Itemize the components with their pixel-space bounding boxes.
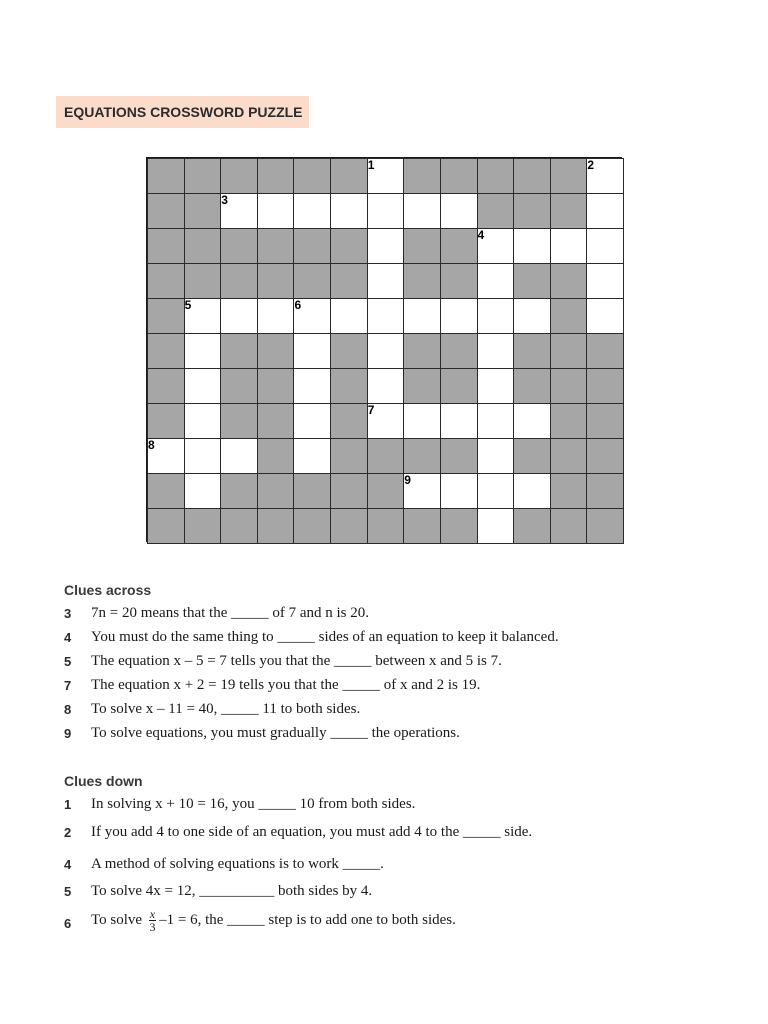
grid-cell-blocked bbox=[220, 333, 258, 369]
grid-cell[interactable] bbox=[184, 438, 222, 474]
clue-text-pre: To solve bbox=[91, 911, 143, 928]
grid-cell-blocked bbox=[293, 228, 331, 264]
grid-cell-blocked bbox=[477, 193, 515, 229]
grid-cell-blocked bbox=[367, 508, 405, 544]
grid-cell[interactable] bbox=[477, 508, 515, 544]
grid-cell-blocked bbox=[586, 508, 624, 544]
grid-cell-blocked bbox=[403, 368, 441, 404]
grid-cell-blocked bbox=[550, 193, 588, 229]
grid-cell-blocked bbox=[550, 473, 588, 509]
fraction-numerator: x bbox=[149, 907, 156, 921]
grid-clue-number: 4 bbox=[477, 228, 485, 242]
clue-text: To solve x – 11 = 40, _____ 11 to both sides. bbox=[91, 701, 361, 717]
grid-cell-blocked bbox=[367, 438, 405, 474]
grid-cell-blocked bbox=[403, 158, 441, 194]
clue-text: The equation x + 2 = 19 tells you that the _____ of x and 2 is 19. bbox=[91, 677, 481, 693]
clue-text-post: –1 = 6, the _____ step is to add one to both sides. bbox=[159, 911, 456, 928]
grid-cell-blocked bbox=[330, 158, 368, 194]
grid-clue-number: 1 bbox=[367, 158, 375, 172]
grid-cell[interactable] bbox=[257, 298, 295, 334]
grid-cell-blocked bbox=[403, 263, 441, 299]
grid-cell-blocked bbox=[220, 403, 258, 439]
grid-cell-blocked bbox=[147, 298, 185, 334]
grid-cell[interactable] bbox=[184, 473, 222, 509]
grid-cell-blocked bbox=[550, 263, 588, 299]
grid-cell[interactable] bbox=[184, 368, 222, 404]
grid-cell[interactable] bbox=[403, 193, 441, 229]
grid-cell[interactable] bbox=[293, 403, 331, 439]
grid-cell[interactable] bbox=[367, 263, 405, 299]
grid-clue-number: 8 bbox=[148, 438, 155, 452]
grid-cell-blocked bbox=[586, 473, 624, 509]
grid-cell-blocked bbox=[220, 508, 258, 544]
grid-cell[interactable] bbox=[440, 193, 478, 229]
grid-cell-blocked bbox=[293, 263, 331, 299]
grid-cell[interactable] bbox=[586, 298, 624, 334]
grid-clue-number: 5 bbox=[184, 298, 192, 312]
grid-cell-blocked bbox=[330, 228, 368, 264]
clue-number: 8 bbox=[64, 702, 72, 717]
grid-cell[interactable] bbox=[293, 438, 331, 474]
fraction-denominator: 3 bbox=[149, 920, 156, 934]
clue-text: 7n = 20 means that the _____ of 7 and n is 20. bbox=[91, 605, 370, 621]
grid-cell[interactable] bbox=[477, 333, 515, 369]
grid-cell-blocked bbox=[550, 298, 588, 334]
grid-cell-blocked bbox=[184, 228, 222, 264]
grid-cell-blocked bbox=[586, 403, 624, 439]
grid-cell[interactable] bbox=[477, 403, 515, 439]
grid-cell-blocked bbox=[184, 508, 222, 544]
grid-cell-blocked bbox=[147, 473, 185, 509]
clue-number: 9 bbox=[64, 726, 72, 741]
grid-cell[interactable] bbox=[477, 263, 515, 299]
clue-number: 4 bbox=[64, 857, 72, 872]
clue-text: A method of solving equations is to work _____. bbox=[91, 856, 384, 872]
clue-number: 2 bbox=[64, 825, 72, 840]
grid-cell-blocked bbox=[257, 473, 295, 509]
grid-cell[interactable] bbox=[586, 263, 624, 299]
clue-number: 4 bbox=[64, 630, 72, 645]
grid-cell-blocked bbox=[257, 368, 295, 404]
grid-cell-blocked bbox=[220, 368, 258, 404]
clue-text: To solve 4x = 12, __________ both sides by 4. bbox=[91, 883, 373, 899]
grid-cell[interactable] bbox=[440, 473, 478, 509]
grid-cell-blocked bbox=[550, 333, 588, 369]
grid-cell-blocked bbox=[184, 193, 222, 229]
grid-cell-blocked bbox=[330, 438, 368, 474]
grid-cell-blocked bbox=[147, 263, 185, 299]
grid-cell[interactable] bbox=[367, 333, 405, 369]
grid-cell-blocked bbox=[147, 333, 185, 369]
grid-cell[interactable] bbox=[477, 368, 515, 404]
grid-cell[interactable] bbox=[220, 438, 258, 474]
grid-cell[interactable] bbox=[586, 228, 624, 264]
grid-cell-blocked bbox=[513, 158, 551, 194]
grid-cell-blocked bbox=[257, 508, 295, 544]
grid-cell-blocked bbox=[403, 228, 441, 264]
grid-cell[interactable] bbox=[220, 298, 258, 334]
grid-cell-blocked bbox=[220, 473, 258, 509]
grid-cell[interactable] bbox=[330, 193, 368, 229]
clue-text: If you add 4 to one side of an equation, you must add 4 to the _____ side. bbox=[91, 824, 533, 840]
crossword-grid bbox=[146, 157, 622, 542]
grid-cell-blocked bbox=[550, 508, 588, 544]
grid-cell-blocked bbox=[513, 508, 551, 544]
grid-cell-blocked bbox=[550, 368, 588, 404]
grid-cell-blocked bbox=[367, 473, 405, 509]
grid-cell-blocked bbox=[147, 228, 185, 264]
grid-cell[interactable] bbox=[477, 473, 515, 509]
grid-cell-blocked bbox=[513, 193, 551, 229]
clue-number: 1 bbox=[64, 797, 72, 812]
grid-cell-blocked bbox=[513, 333, 551, 369]
grid-clue-number: 6 bbox=[294, 298, 302, 312]
grid-cell[interactable] bbox=[403, 298, 441, 334]
grid-cell-blocked bbox=[257, 333, 295, 369]
grid-cell-blocked bbox=[440, 368, 478, 404]
grid-cell-blocked bbox=[550, 438, 588, 474]
grid-cell-blocked bbox=[147, 508, 185, 544]
grid-cell-blocked bbox=[403, 438, 441, 474]
grid-cell-blocked bbox=[330, 508, 368, 544]
grid-cell-blocked bbox=[550, 158, 588, 194]
grid-cell[interactable] bbox=[257, 193, 295, 229]
grid-cell-blocked bbox=[293, 508, 331, 544]
grid-cell-blocked bbox=[293, 473, 331, 509]
grid-cell-blocked bbox=[257, 403, 295, 439]
clue-number: 5 bbox=[64, 654, 72, 669]
grid-cell[interactable] bbox=[513, 298, 551, 334]
grid-cell-blocked bbox=[403, 508, 441, 544]
clue-text: You must do the same thing to _____ sides of an equation to keep it balanced. bbox=[91, 629, 559, 645]
grid-cell-blocked bbox=[586, 333, 624, 369]
grid-cell[interactable] bbox=[477, 438, 515, 474]
grid-cell-blocked bbox=[586, 438, 624, 474]
grid-cell-blocked bbox=[440, 158, 478, 194]
grid-cell[interactable] bbox=[184, 403, 222, 439]
grid-cell[interactable] bbox=[184, 333, 222, 369]
grid-cell-blocked bbox=[586, 368, 624, 404]
grid-cell[interactable] bbox=[367, 298, 405, 334]
grid-cell-blocked bbox=[513, 438, 551, 474]
grid-cell-blocked bbox=[440, 438, 478, 474]
grid-cell-blocked bbox=[220, 263, 258, 299]
grid-cell[interactable] bbox=[367, 193, 405, 229]
grid-cell[interactable] bbox=[367, 368, 405, 404]
grid-cell-blocked bbox=[147, 158, 185, 194]
grid-clue-number: 3 bbox=[221, 193, 228, 207]
grid-cell-blocked bbox=[477, 158, 515, 194]
grid-cell-blocked bbox=[184, 158, 222, 194]
grid-cell-blocked bbox=[403, 333, 441, 369]
grid-clue-number: 9 bbox=[404, 473, 411, 487]
clue-text: The equation x – 5 = 7 tells you that the _____ between x and 5 is 7. bbox=[91, 653, 502, 669]
grid-cell-blocked bbox=[220, 228, 258, 264]
grid-cell[interactable] bbox=[440, 298, 478, 334]
grid-cell-blocked bbox=[147, 193, 185, 229]
grid-cell[interactable] bbox=[513, 228, 551, 264]
clue-text bbox=[91, 908, 456, 933]
grid-cell-blocked bbox=[257, 158, 295, 194]
grid-cell[interactable] bbox=[440, 403, 478, 439]
grid-cell-blocked bbox=[257, 228, 295, 264]
grid-cell[interactable] bbox=[586, 193, 624, 229]
grid-cell[interactable] bbox=[293, 368, 331, 404]
grid-cell-blocked bbox=[330, 333, 368, 369]
grid-cell[interactable] bbox=[477, 298, 515, 334]
clue-text: To solve equations, you must gradually _____ the operations. bbox=[91, 725, 460, 741]
grid-clue-number: 2 bbox=[587, 158, 595, 172]
down-heading: Clues down bbox=[64, 773, 143, 789]
grid-cell-blocked bbox=[184, 263, 222, 299]
grid-cell-blocked bbox=[440, 333, 478, 369]
grid-cell-blocked bbox=[550, 403, 588, 439]
grid-cell[interactable] bbox=[513, 473, 551, 509]
grid-cell[interactable] bbox=[403, 403, 441, 439]
grid-cell-blocked bbox=[220, 158, 258, 194]
grid-cell-blocked bbox=[330, 368, 368, 404]
grid-cell-blocked bbox=[330, 473, 368, 509]
grid-cell[interactable] bbox=[367, 228, 405, 264]
grid-cell-blocked bbox=[147, 403, 185, 439]
grid-cell-blocked bbox=[440, 263, 478, 299]
clue-number: 6 bbox=[64, 916, 72, 931]
grid-cell[interactable] bbox=[550, 228, 588, 264]
grid-cell[interactable] bbox=[513, 403, 551, 439]
clue-number: 5 bbox=[64, 884, 72, 899]
clue-text: In solving x + 10 = 16, you _____ 10 from both sides. bbox=[91, 796, 416, 812]
grid-cell-blocked bbox=[293, 158, 331, 194]
grid-cell[interactable] bbox=[293, 193, 331, 229]
grid-cell-blocked bbox=[147, 368, 185, 404]
grid-cell-blocked bbox=[330, 403, 368, 439]
clue-number: 3 bbox=[64, 606, 72, 621]
fraction bbox=[149, 908, 156, 933]
grid-cell-blocked bbox=[257, 263, 295, 299]
page-title: EQUATIONS CROSSWORD PUZZLE bbox=[64, 104, 303, 120]
across-heading: Clues across bbox=[64, 582, 152, 598]
grid-cell-blocked bbox=[330, 263, 368, 299]
grid-cell-blocked bbox=[513, 368, 551, 404]
clue-number: 7 bbox=[64, 678, 72, 693]
grid-clue-number: 7 bbox=[367, 403, 375, 417]
grid-cell-blocked bbox=[440, 228, 478, 264]
grid-cell[interactable] bbox=[293, 333, 331, 369]
grid-cell-blocked bbox=[440, 508, 478, 544]
grid-cell-blocked bbox=[513, 263, 551, 299]
grid-cell-blocked bbox=[257, 438, 295, 474]
grid-cell[interactable] bbox=[330, 298, 368, 334]
